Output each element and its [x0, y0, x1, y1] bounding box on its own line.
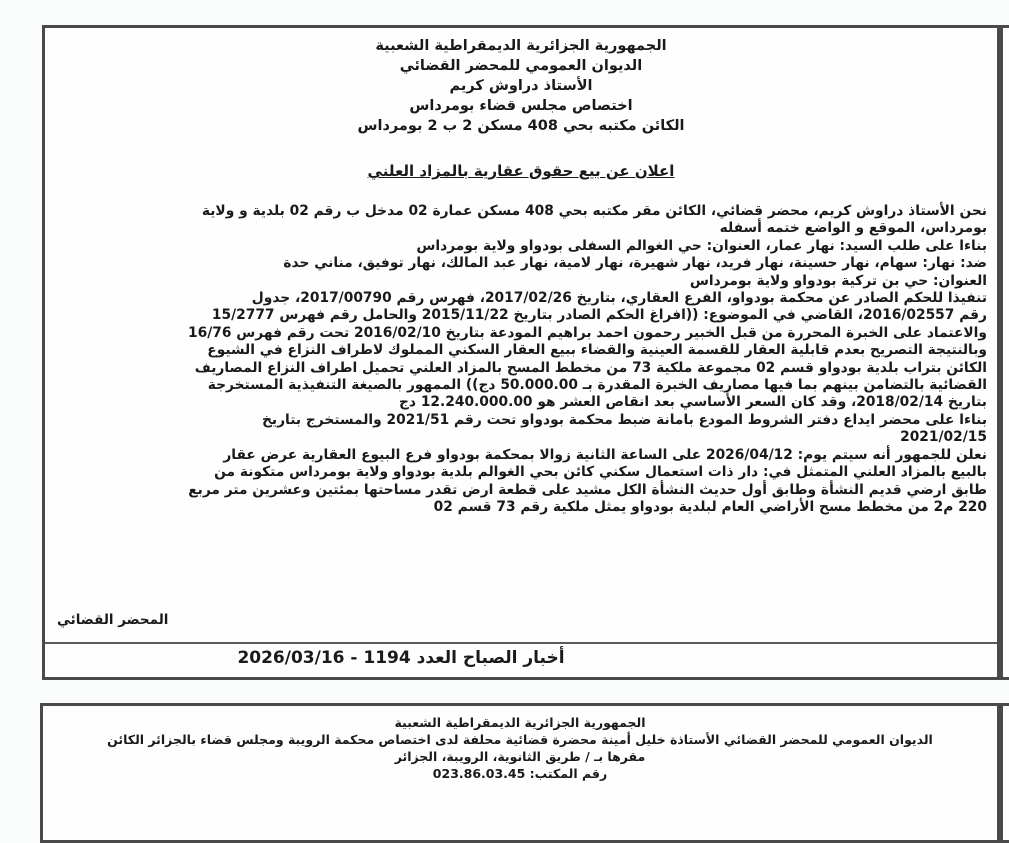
body-line: ضد: نهار: سهام، نهار حسينة، نهار فريد، نهار شهيرة، نهار لامية، نهار عبد المالك، نهار توفيق، مناني حدة — [283, 255, 987, 272]
body-line: وبالنتيجة التصريح بعدم قابلية العقار للقسمة العينية والقضاء ببيع العقار السكني المملوك لاطراف النزاع في الشيوع — [207, 342, 987, 359]
notice-title: اعلان عن بيع حقوق عقارية بالمزاد العلني — [367, 162, 675, 180]
body-line: بالبيع بالمزاد العلني المتمثل في: دار ذات استعمال سكني كائن بحي الغوالم بلدية بودواو ولاية بومرداس متكونة من — [214, 464, 987, 481]
body-line: بتاريخ 2018/02/14، وقد كان السعر الأساسي بعد انقاص العشر هو 12.240.000.00 دج — [398, 394, 987, 411]
auction-notice-box — [42, 25, 1000, 680]
adjacent-notice-edge — [1000, 25, 1009, 680]
body-line: 220 م2 من مخطط مسح الأراضي العام لبلدية بودواو يمثل ملكية رقم 73 قسم 02 — [433, 498, 987, 515]
second-header-office: الديوان العمومي للمحضر القضائي الأستاذة خليل أمينة محضرة قضائية محلفة لدى اختصاص محكمة الرويبة ومجلس قضاء بالجزائر الكائن — [107, 732, 933, 747]
body-line: بناءا على محضر ايداع دفتر الشروط المودع بامانة ضبط محكمة بودواو تحت رقم 2021/51 والمستخرج بتاريخ — [261, 411, 987, 428]
body-line: نحن الأستاذ دراوش كريم، محضر قضائي، الكائن مقر مكتبه بحي 408 مسكن عمارة 02 مدخل ب رقم 02 بلدية و ولاية — [201, 203, 987, 219]
body-line: العنوان: حي بن تركية بودواو ولاية بومرداس — [689, 272, 987, 289]
second-header-phone: رقم المكتب: 023.86.03.45 — [432, 766, 608, 781]
header-line-republic: الجمهورية الجزائرية الديمقراطية الشعبية — [375, 38, 667, 54]
body-line: 2021/02/15 — [900, 429, 987, 446]
second-notice-header — [43, 714, 997, 782]
signature-label: المحضر القضائي — [57, 612, 169, 628]
body-line: والاعتماد على الخبرة المحررة من قبل الخبير رحمون احمد براهيم المودعة بتاريخ 2016/02/10 تحت رقم فهرس 16/76 — [188, 324, 987, 341]
notice-header — [45, 36, 997, 136]
adjacent-notice-edge-bottom — [1000, 703, 1009, 843]
second-notice-box — [40, 703, 1000, 843]
body-line: القضائية بالتضامن بينهم بما فيها مصاريف الخبرة المقدرة بـ 50.000.00 دج)) الممهور بالصيغة التنفيذية المستخرجة — [207, 377, 987, 394]
body-line: تنفيذا للحكم الصادر عن محكمة بودواو، الفرع العقاري، بتاريخ 2017/02/26، فهرس رقم 2017/00790، جدول — [251, 290, 987, 307]
body-line: الكائن بتراب بلدية بودواو قسم 02 مجموعة ملكية 73 من مخطط المسح بالمزاد العلني تحميل اطراف النزاع المصاريف — [194, 359, 987, 376]
header-line-address: الكائن مكتبه بحي 408 مسكن 2 ب 2 بومرداس — [357, 118, 685, 134]
notice-body — [55, 203, 987, 516]
footer-divider — [45, 642, 997, 644]
body-line: بناءا على طلب السيد: نهار عمار، العنوان: حي الغوالم السفلى بودواو ولاية بومرداس — [416, 237, 987, 254]
second-header-address: مقرها بـ / طريق الثانوية، الرويبة، الجزائر — [394, 749, 646, 764]
second-header-republic: الجمهورية الجزائرية الديمقراطية الشعبية — [394, 715, 646, 730]
header-line-office: الديوان العمومي للمحضر القضائي — [399, 58, 643, 74]
header-line-bailiff-name: الأستاذ دراوش كريم — [449, 78, 593, 94]
body-line: رقم 2016/02557، القاضي في الموضوع: ((افراغ الحكم الصادر بتاريخ 2015/11/22 والحامل رقم فهرس 15/2777 — [211, 307, 987, 324]
body-line: بومرداس، الموقع و الواضع ختمه أسفله — [719, 220, 987, 237]
body-line: نعلن للجمهور أنه سيتم يوم: 2026/04/12 على الساعة الثانية زوالا بمحكمة بودواو فرع البيوع العقارية عرض عقار — [223, 446, 987, 463]
header-line-jurisdiction: اختصاص مجلس قضاء بومرداس — [409, 98, 633, 114]
body-line: طابق ارضي قديم النشأة وطابق أول حديث النشأة الكل مشيد على قطعة ارض تقدر مساحتها بمئتين وعشرين متر مربع — [188, 481, 987, 498]
publication-footer: أخبار الصباح العدد 1194 - 2026/03/16 — [237, 648, 565, 668]
